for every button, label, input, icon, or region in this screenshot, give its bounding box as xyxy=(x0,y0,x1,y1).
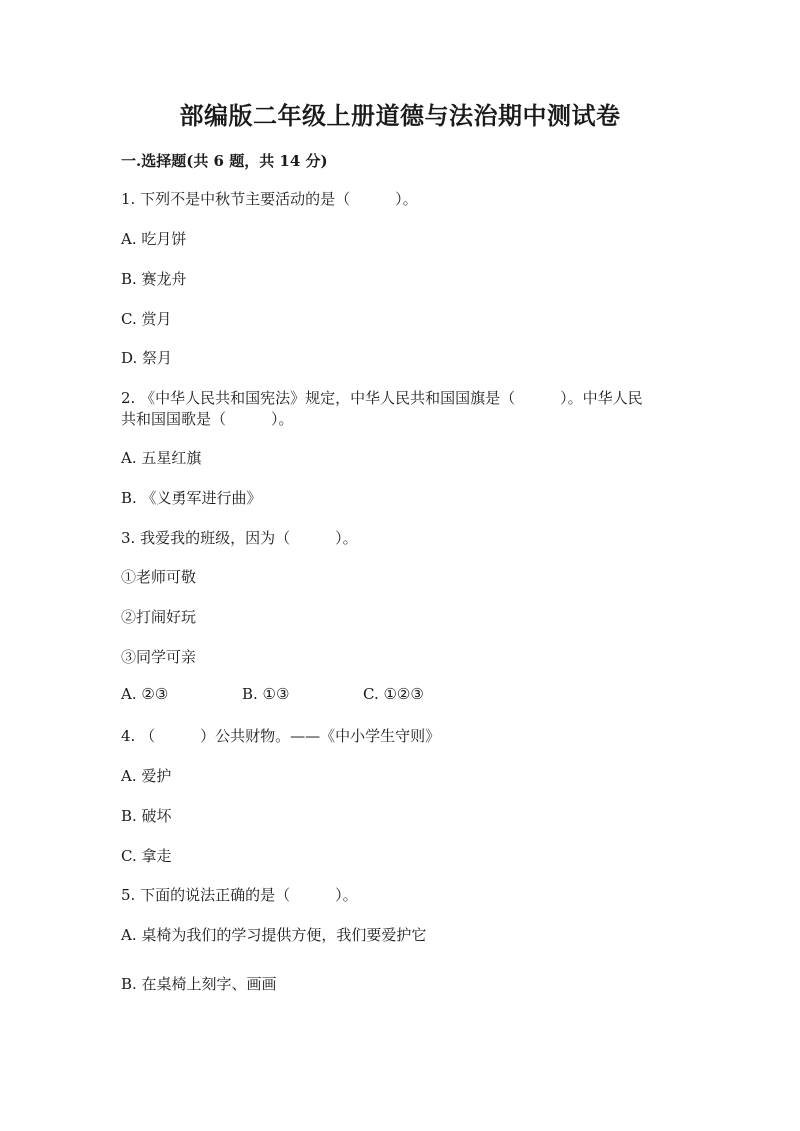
question-3-statement-3: ③同学可亲 xyxy=(121,648,197,666)
question-3-option-c: C. ①②③ xyxy=(363,685,424,703)
question-5-stem: 5. 下面的说法正确的是（ ）。 xyxy=(121,886,358,904)
question-1-option-a: A. 吃月饼 xyxy=(121,230,187,248)
question-3-statement-1: ①老师可敬 xyxy=(121,568,197,586)
question-1-option-b: B. 赛龙舟 xyxy=(121,270,187,288)
question-2-stem-line-2: 共和国国歌是（ ）。 xyxy=(121,410,294,428)
question-4-option-c: C. 拿走 xyxy=(121,847,172,865)
question-1-stem: 1. 下列不是中秋节主要活动的是（ ）。 xyxy=(121,190,418,208)
question-2-option-b: B. 《义勇军进行曲》 xyxy=(121,489,262,507)
question-2-option-a: A. 五星红旗 xyxy=(121,449,202,467)
question-3-statement-2: ②打闹好玩 xyxy=(121,608,197,626)
question-3-stem: 3. 我爱我的班级，因为（ ）。 xyxy=(121,529,358,547)
question-3-option-b: B. ①③ xyxy=(242,685,290,703)
question-5-option-a: A. 桌椅为我们的学习提供方便，我们要爱护它 xyxy=(121,926,427,944)
question-1-option-d: D. 祭月 xyxy=(121,349,173,367)
exam-title: 部编版二年级上册道德与法治期中测试卷 xyxy=(179,101,621,130)
section-heading: 一.选择题(共 6 题，共 14 分) xyxy=(121,152,328,170)
question-4-option-b: B. 破坏 xyxy=(121,807,172,825)
question-2-stem-line-1: 2. 《中华人民共和国宪法》规定，中华人民共和国国旗是（ ）。中华人民 xyxy=(121,389,643,407)
question-1-option-c: C. 赏月 xyxy=(121,310,172,328)
question-4-stem: 4. （ ）公共财物。——《中小学生守则》 xyxy=(121,727,441,745)
question-5-option-b: B. 在桌椅上刻字、画画 xyxy=(121,975,277,993)
question-3-option-a: A. ②③ xyxy=(121,685,169,703)
question-4-option-a: A. 爱护 xyxy=(121,767,172,785)
